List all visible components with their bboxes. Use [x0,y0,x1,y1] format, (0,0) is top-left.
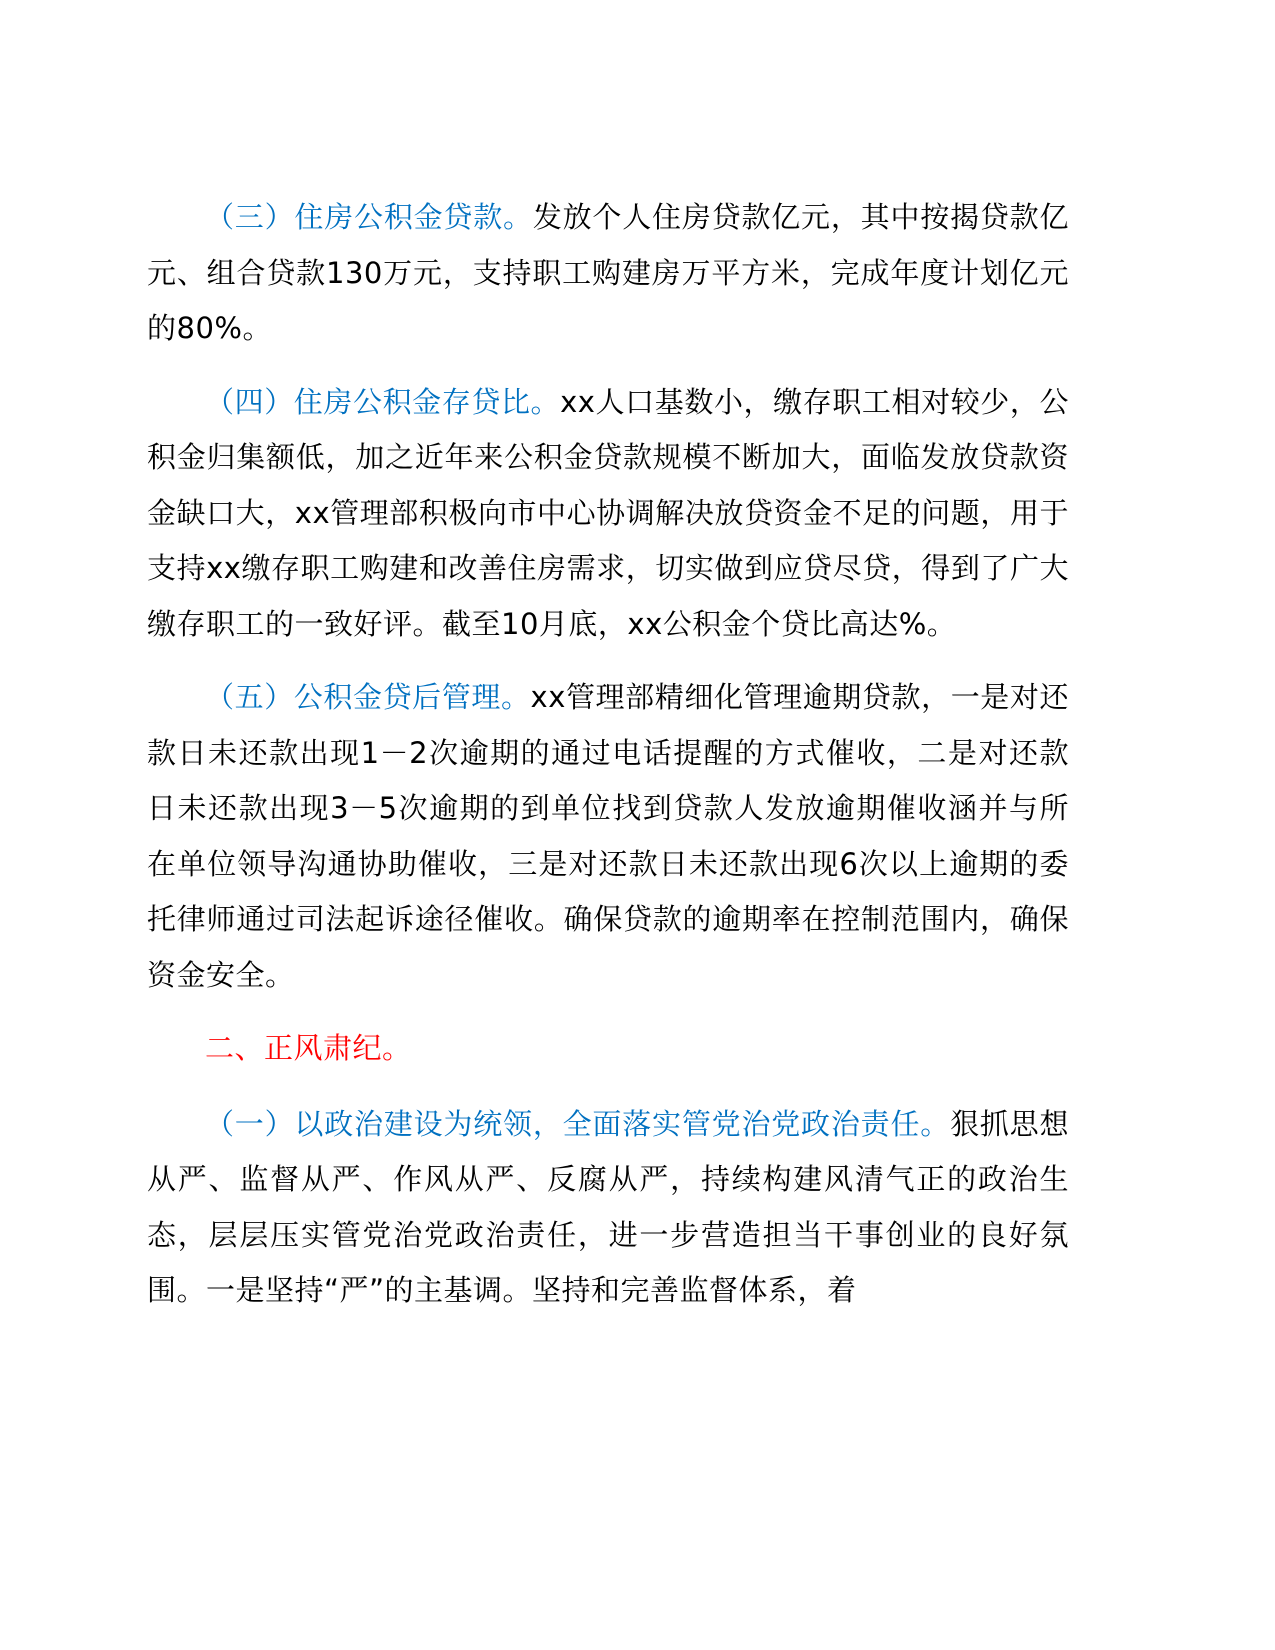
subheading-post-loan-management: （五）公积金贷后管理。 [205,680,531,714]
subheading-political-construction: （一）以政治建设为统领，全面落实管党治党政治责任。 [205,1106,951,1141]
document-page [147,190,1069,1337]
paragraph-body: xx管理部精细化管理逾期贷款，一是对还款日未还款出现1－2次逾期的通过电话提醒的方式催收，二是对还款日未还款出现3－5次逾期的到单位找到贷款人发放逾期催收涵并与所在单位领导沟通协助催收，三是对还款日未还款出现6次以上逾期的委托律师通过司法起诉途径催收。确保贷款的逾期率在控制范围内，确保资金安全。 [147,680,1069,992]
paragraph-body: xx人口基数小，缴存职工相对较少，公积金归集额低，加之近年来公积金贷款规模不断加大，面临发放贷款资金缺口大，xx管理部积极向市中心协调解决放贷资金不足的问题，用于支持xx缴存职工购建和改善住房需求，切实做到应贷尽贷，得到了广大缴存职工的一致好评。截至10月底，xx公积金个贷比高达%。 [147,384,1069,641]
paragraph-post-loan-management [147,670,1069,1003]
paragraph-body: 发放个人住房贷款亿元，其中按揭贷款亿元、组合贷款130万元，支持职工购建房万平方米，完成年度计划亿元的80%。 [147,200,1069,345]
paragraph-body: 狠抓思想从严、监督从严、作风从严、反腐从严，持续构建风清气正的政治生态，层层压实管党治党政治责任，进一步营造担当干事创业的良好氛围。一是坚持“严”的主基调。坚持和完善监督体系，着 [147,1106,1069,1307]
paragraph-housing-fund-loans [147,190,1069,357]
subheading-housing-fund-loans: （三）住房公积金贷款。 [205,200,533,234]
subheading-deposit-loan-ratio: （四）住房公积金存贷比。 [205,384,561,419]
paragraph-political-construction [147,1097,1069,1319]
paragraph-deposit-loan-ratio [147,375,1069,653]
section-heading-discipline: 二、正风肃纪。 [205,1031,412,1065]
